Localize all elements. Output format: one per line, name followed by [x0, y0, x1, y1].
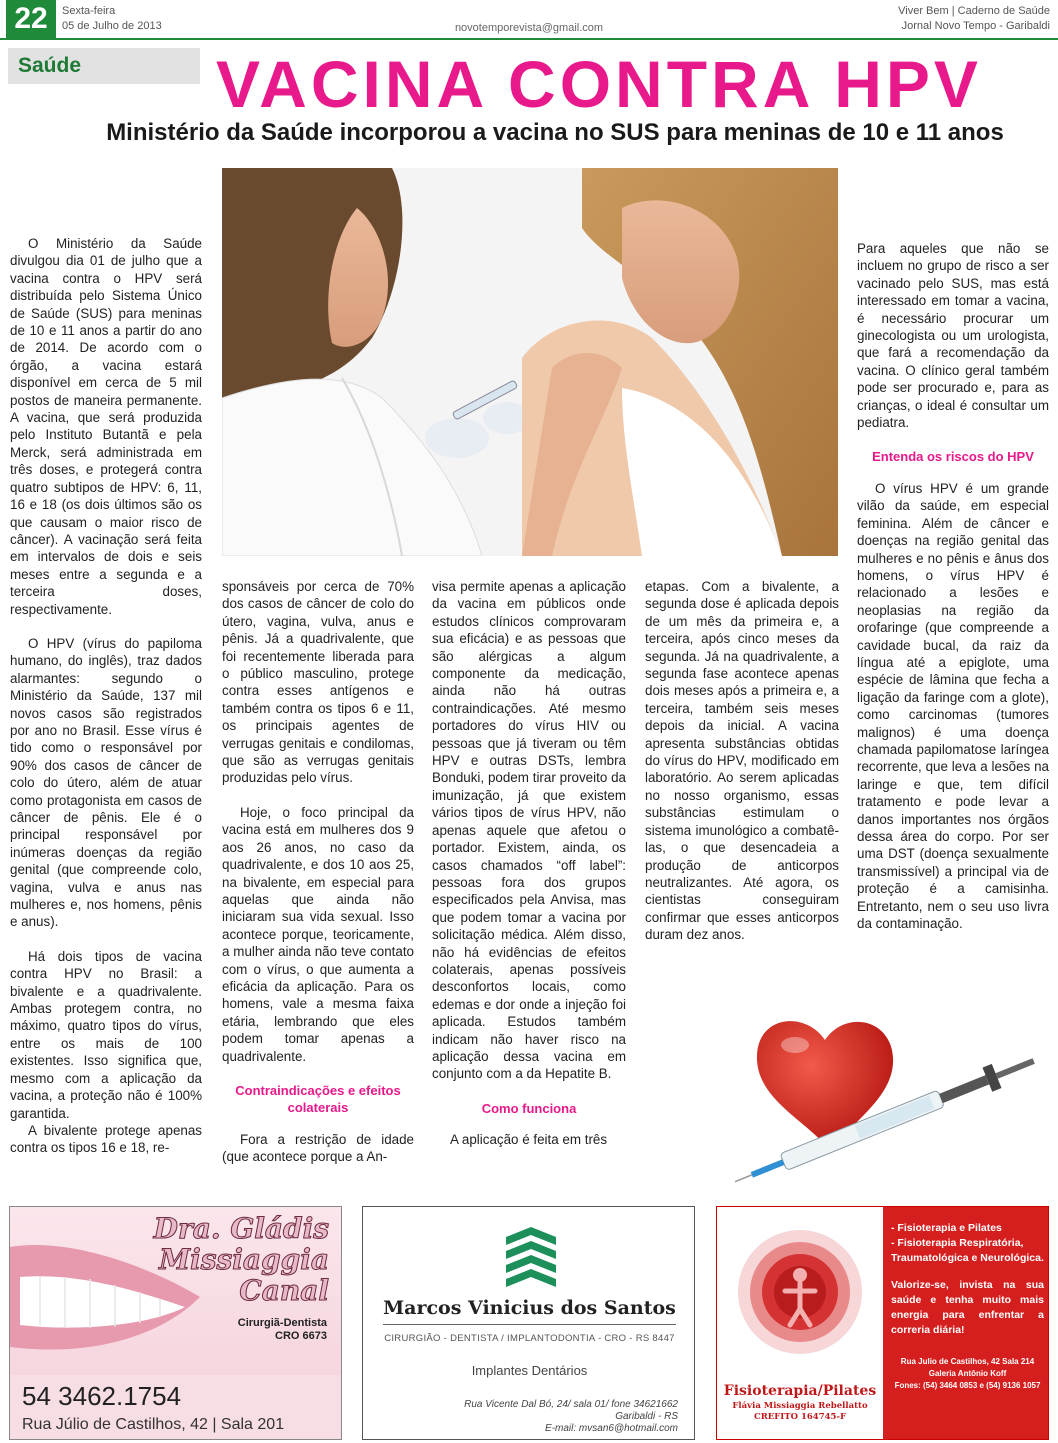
page-number: 22 — [6, 0, 56, 38]
section-info-line2: Jornal Novo Tempo - Garibaldi — [901, 20, 1050, 32]
vaccination-photo — [222, 168, 838, 556]
dentist-contact — [464, 1399, 678, 1435]
physio-address-line: Rua Julio de Castilhos, 42 Sala 214 — [900, 1357, 1035, 1366]
service: Implantes Dentários — [471, 1363, 588, 1378]
page-header — [0, 0, 1058, 40]
dentist-credentials: CIRURGIÃO - DENTISTA / IMPLANTODONTIA - CRO - RS 8447 — [384, 1333, 675, 1344]
paragraph: Para aqueles que não se incluem no grupo de risco a ser vacinado pelo SUS, mas está interessado em tomar a vacina, é necessário procurar um ginecologista ou um urologista, que fará a recomendação da vacina. O clínico geral também pode ser procurado e, para as crianças, o ideal é consultar um pediatra. — [857, 241, 1049, 431]
paragraph: etapas. Com a bivalente, a segunda dose é aplicada depois de um mês da primeira e, a terceira, após cinco meses da segunda. Já na quadrivalente, a segunda fase acontece apenas dois meses após a primeira e, a terceira, também seis meses depois da inicial. A vacina apresenta substâncias obtidas do vírus do HPV, modificado em laboratório. Ao serem aplicadas no nosso organismo, essas substâncias estimulam o sistema imunológico a combatê-las, o que desencadeia a produção de anticorpos neutralizantes. Até agora, os cientistas conseguiram confirmar que esses anticorpos duram dez anos. — [645, 579, 839, 943]
ad-dentist-marcos[interactable] — [362, 1206, 695, 1440]
article-column-5 — [857, 240, 1049, 949]
paragraph: sponsáveis por cerca de 70% dos casos de câncer de colo do útero, vagina, vulva, anus e pênis. Já a quadrivalente, que foi recentemente liberada para o público masculino, protege contra esses antígenos e também contra os tipos 6 e 11, os principais agentes de verrugas genitais e condilomas, que são as verrugas genitais produzidas pelo vírus. — [222, 579, 414, 786]
dentist-name: Marcos Vinicius dos Santos — [383, 1297, 676, 1319]
article-column-2 — [222, 578, 414, 1183]
physio-person: Flávia Missiaggia Rebellatto — [732, 1401, 868, 1411]
section-label: Saúde — [8, 48, 200, 84]
contact-email[interactable]: E-mail: mvsan6@hotmail.com — [545, 1423, 678, 1434]
physio-info-panel — [883, 1207, 1049, 1440]
physio-brand-panel — [717, 1207, 883, 1440]
physio-service: - Fisioterapia Respiratória, Traumatológica e Neurológica. — [891, 1237, 1044, 1264]
paragraph: visa permite apenas a aplicação da vacina em públicos onde estudos clínicos comprovaram sua eficácia) e as pessoas que são alérgicas a algum componente da medicação, ainda não há outras contraindicações. Até mesmo portadores do vírus HIV ou pessoas que já tiveram ou têm HPV e outras DSTs, lembra Bonduki, podem tirar proveito da imunização, já que existem vários tipos de vírus HPV, não apenas aquele que afetou o portador. Existem, ainda, os casos chamados “off label”: pessoas fora dos grupos especificados pela Anvisa, mas que podem tomar a vacina por solicitação médica. Além disso, não há evidências de efeitos colaterais, apenas possíveis desconfortos locais, como edemas e dor onde a injeção foi aplicada. Estudos também indicam não haver risco na aplicação dessa vacina em conjunto com a da Hepatite B. — [432, 579, 626, 1082]
paragraph: Fora a restrição de idade (que acontece porque a An- — [222, 1131, 414, 1165]
dentist-name-line2: Missiaggia — [159, 1243, 329, 1276]
physio-logo-icon — [735, 1227, 865, 1357]
article-column-1 — [10, 235, 202, 1174]
subtitle-risks: Entenda os riscos do HPV — [872, 449, 1034, 465]
physio-crefito: CREFITO 164745-F — [753, 1412, 847, 1422]
article-column-3 — [432, 578, 626, 1166]
dentist-phone: 54 3462.1754 — [22, 1381, 182, 1411]
subtitle-contraindications: Contraindicações e efeitos colaterais — [235, 1082, 401, 1116]
date: 05 de Julho de 2013 — [62, 20, 162, 32]
physio-brand: Fisioterapia/Pilates — [723, 1383, 877, 1399]
contact-address: Rua Vicente Dal Bó, 24/ sala 01/ fone 34621662 — [464, 1399, 678, 1410]
paragraph: Há dois tipos de vacina contra HPV no Brasil: a bivalente e a quadrivalente. Ambas protegem contra, no máximo, quatro tipos do vírus, entre os mais de 100 existentes. Isso significa que, mesmo com a aplicação da vacina, a proteção não é 100% garantida. — [10, 948, 202, 1121]
dentist-name-line1: Dra. Gládis — [153, 1212, 329, 1245]
physio-services — [891, 1221, 1044, 1266]
physio-phones: Fones: (54) 3464 0853 e (54) 9136 1057 — [894, 1381, 1041, 1390]
dentist-title: Cirurgiã-Dentista — [237, 1317, 327, 1329]
contact-city: Garibaldi - RS — [615, 1411, 678, 1422]
headline: VACINA CONTRA HPV — [216, 47, 982, 121]
weekday: Sexta-feira — [62, 5, 116, 17]
heart-syringe-illustration — [735, 1000, 1055, 1200]
subheadline: Ministério da Saúde incorporou a vacina no SUS para meninas de 10 e 11 anos — [106, 119, 1004, 146]
section-info-line1: Viver Bem | Caderno de Saúde — [898, 5, 1050, 17]
article-column-4 — [645, 578, 839, 961]
paragraph: A aplicação é feita em três — [450, 1132, 608, 1148]
dentist-cro: CRO 6673 — [275, 1330, 327, 1342]
paragraph: Hoje, o foco principal da vacina está em mulheres dos 9 aos 26 anos, no caso da quadrivalente, e dos 10 aos 25, na bivalente, em especial para aquelas que ainda não iniciaram sua vida sexual. Isso acontece porque, teoricamente, a mulher ainda não teve contato com o vírus, o que aumenta a eficácia da aplicação. Para os homens, vale a mesma faixa etária, lembrando que eles podem tomar apenas a quadrivalente. — [222, 804, 414, 1064]
physio-address — [891, 1356, 1044, 1392]
paragraph: O HPV (vírus do papiloma humano, do inglês), traz dados alarmantes: segundo o Ministério da Saúde, 137 mil novos casos são registrados por ano no Brasil. Esse vírus é tido como o responsável por 90% dos casos de câncer de colo do útero, além de atuar como protagonista em casos de câncer de pênis. Ele é o principal responsável por inúmeras doenças da região genital (que compreende colo, vagina, vulva e anus nas mulheres e, nos homens, pênis e anus). — [10, 635, 202, 930]
dentist-name — [109, 1213, 329, 1306]
physio-address-line: Galeria Antônio Koff — [928, 1369, 1007, 1378]
physio-slogan: Valorize-se, invista na sua saúde e tenha muito mais energia para enfrentar a correria diária! — [891, 1279, 1044, 1336]
paragraph: O Ministério da Saúde divulgou dia 01 de julho que a vacina contra o HPV será distribuída pelo Sistema Único de Saúde (SUS) para meninas de 10 e 11 anos a partir do ano de 2014. De acordo com o órgão, a vacina estará disponível em cerca de 5 mil postos de maneira permanente. A vacina, que será produzida pelo Instituto Butantã e pela Merck, será administrada em três doses, e protegerá contra quatro subtipos de HPV: 6, 11, 16 e 18 (os dois últimos são os que causam o maior risco de câncer). A vacinação será feita em intervalos de dois e seis meses entre a segunda e a terceira doses, respectivamente. — [10, 236, 202, 617]
physio-service: - Fisioterapia e Pilates — [891, 1222, 1002, 1234]
physio-professional — [717, 1401, 883, 1423]
dentist-address: Rua Júlio de Castilhos, 42 | Sala 201 — [22, 1416, 285, 1433]
contact-email[interactable]: novotemporevista@gmail.com — [454, 22, 604, 34]
ad-physiotherapy[interactable] — [716, 1206, 1049, 1440]
dentist-name-line3: Canal — [239, 1274, 329, 1307]
section-info — [898, 4, 1050, 34]
subtitle-how-it-works: Como funciona — [481, 1100, 577, 1116]
ad-dentist-gladis[interactable] — [9, 1206, 342, 1440]
dental-logo-icon — [506, 1227, 556, 1291]
paragraph: O vírus HPV é um grande vilão da saúde, em especial feminina. Além de câncer e doenças na região genital das mulheres e no pênis e ânus dos homens, o vírus HPV é relacionado a lesões e neoplasias na região da orofaringe (que compreende a cavidade bucal, da raiz da língua até a epiglote, uma espécie de lâmina que fecha a ligação da faringe com a glote), como carcinomas (tumores malignos) é uma doença chamada papilomatose laríngea recorrente, que leva a lesões na laringe e que, tem difícil tratamento e pode levar a danos importantes nos órgãos dessa área do corpo. Por ser uma DST (doença sexualmente transmissível) a principal via de proteção é a camisinha. Entretanto, nem o seu uso livra da contaminação. — [857, 480, 1049, 932]
dentist-credentials — [238, 1317, 327, 1343]
paragraph: A bivalente protege apenas contra os tipos 16 e 18, re- — [10, 1122, 202, 1156]
divider — [383, 1324, 676, 1325]
